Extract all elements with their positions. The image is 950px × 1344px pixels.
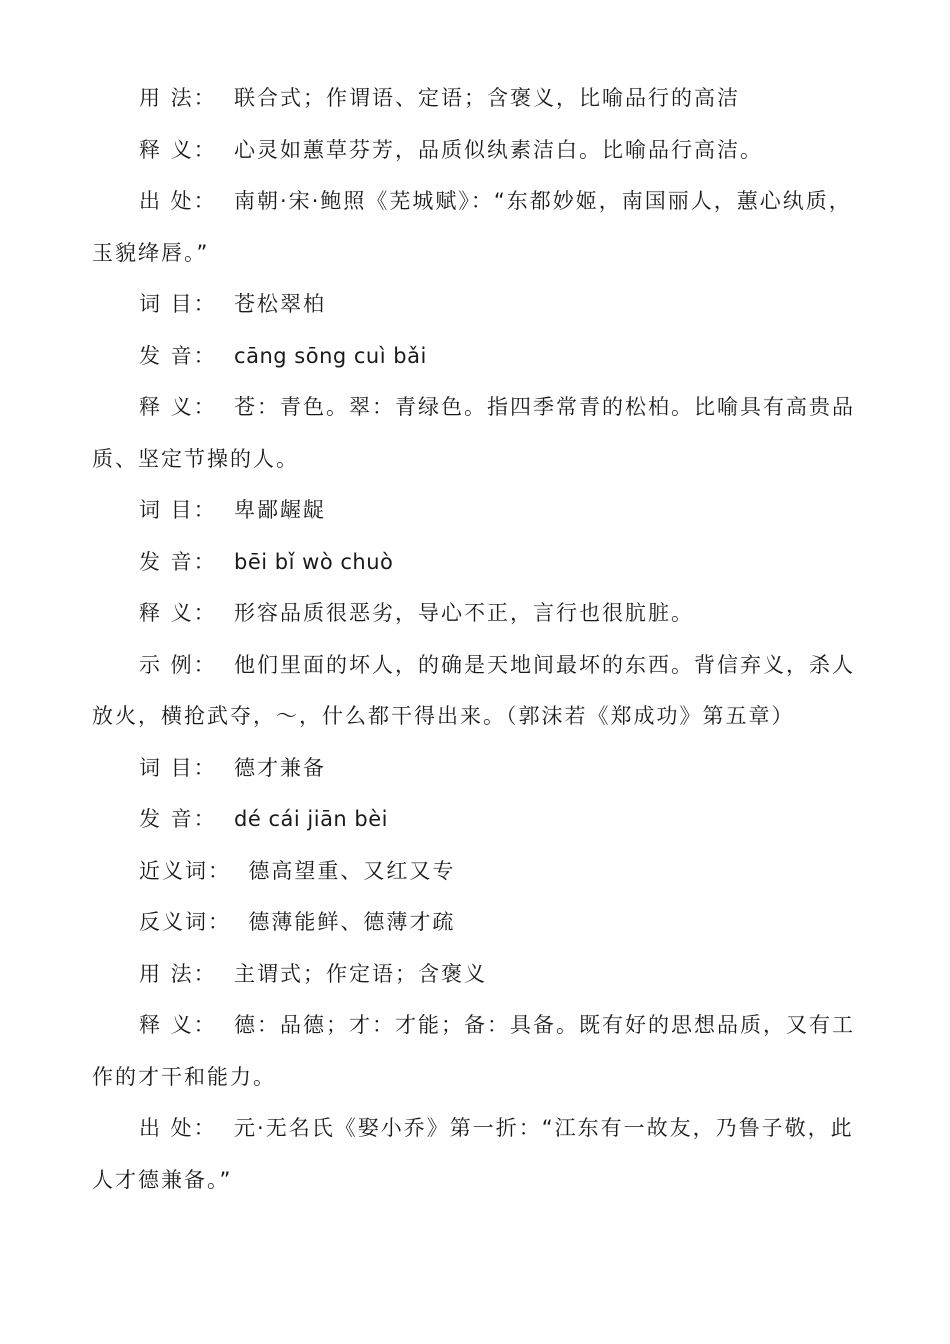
entry-source — [92, 1103, 862, 1206]
entry-value: 主谓式；作定语；含褒义 — [234, 961, 488, 986]
entry-label: 出 处： — [139, 1116, 217, 1140]
entry-label: 词 目： — [139, 498, 217, 522]
entry-antonyms — [92, 897, 862, 949]
entry-value: cāng sōng cuì bǎi — [234, 343, 427, 368]
entry-value: 元·无名氏《娶小乔》第一折：“江东有一故友，乃鲁子敬，此人才德兼备。” — [92, 1116, 854, 1192]
entry-label: 示 例： — [139, 652, 217, 677]
entry-value: 苍：青色。翠：青绿色。指四季常青的松柏。比喻具有高贵品质、坚定节操的人。 — [92, 395, 856, 471]
entry-example — [92, 640, 862, 743]
entry-value: 德高望重、又红又专 — [248, 858, 456, 883]
entry-value: 德：品德；才：才能；备：具备。既有好的思想品质，又有工作的才干和能力。 — [92, 1013, 856, 1089]
entry-label: 近义词： — [139, 858, 231, 883]
entry-label: 用 法： — [139, 86, 217, 110]
entry-pronunciation — [92, 331, 862, 383]
entry-value: 德才兼备 — [234, 755, 327, 780]
entry-label: 发 音： — [139, 807, 217, 831]
entry-label: 词 目： — [139, 292, 217, 316]
entry-pronunciation — [92, 794, 862, 846]
entry-label: 用 法： — [139, 961, 217, 986]
entry-value: 联合式；作谓语、定语；含褒义，比喻品行的高洁 — [234, 86, 741, 110]
entry-value: 他们里面的坏人，的确是天地间最坏的东西。背信弃义，杀人放火，横抢武夺，～，什么都干得出来。（郭沫若《郑成功》第五章） — [92, 652, 856, 728]
entry-label: 出 处： — [139, 189, 217, 213]
document-body — [92, 73, 862, 1206]
entry-value: 形容品质很恶劣，导心不正，言行也很肮脏。 — [234, 601, 695, 625]
entry-value: 南朝·宋·鲍照《芜城赋》：“东都妙姬，南国丽人，蕙心纨质，玉貌绛唇。” — [92, 189, 852, 265]
entry-value: 苍松翠柏 — [234, 292, 327, 316]
entry-label: 词 目： — [139, 755, 217, 780]
entry-value: dé cái jiān bèi — [234, 807, 389, 831]
entry-label: 释 义： — [139, 1013, 217, 1037]
entry-source — [92, 176, 862, 279]
entry-meaning — [92, 588, 862, 640]
entry-value: 心灵如蕙草芬芳，品质似纨素洁白。比喻品行高洁。 — [234, 137, 764, 162]
entry-pronunciation — [92, 537, 862, 589]
entry-label: 释 义： — [139, 601, 217, 625]
entry-value: 卑鄙龌龊 — [234, 498, 327, 522]
entry-label: 发 音： — [139, 549, 217, 574]
entry-headword — [92, 485, 862, 537]
entry-meaning — [92, 125, 862, 177]
entry-label: 释 义： — [139, 395, 217, 419]
entry-headword — [92, 279, 862, 331]
entry-usage — [92, 949, 862, 1001]
entry-value: bēi bǐ wò chuò — [234, 549, 394, 574]
entry-synonyms — [92, 846, 862, 898]
entry-label: 发 音： — [139, 343, 217, 368]
entry-meaning — [92, 382, 862, 485]
entry-value: 德薄能鲜、德薄才疏 — [248, 910, 456, 934]
entry-meaning — [92, 1000, 862, 1103]
entry-headword — [92, 743, 862, 795]
entry-usage — [92, 73, 862, 125]
entry-label: 释 义： — [139, 137, 217, 162]
entry-label: 反义词： — [139, 910, 231, 934]
